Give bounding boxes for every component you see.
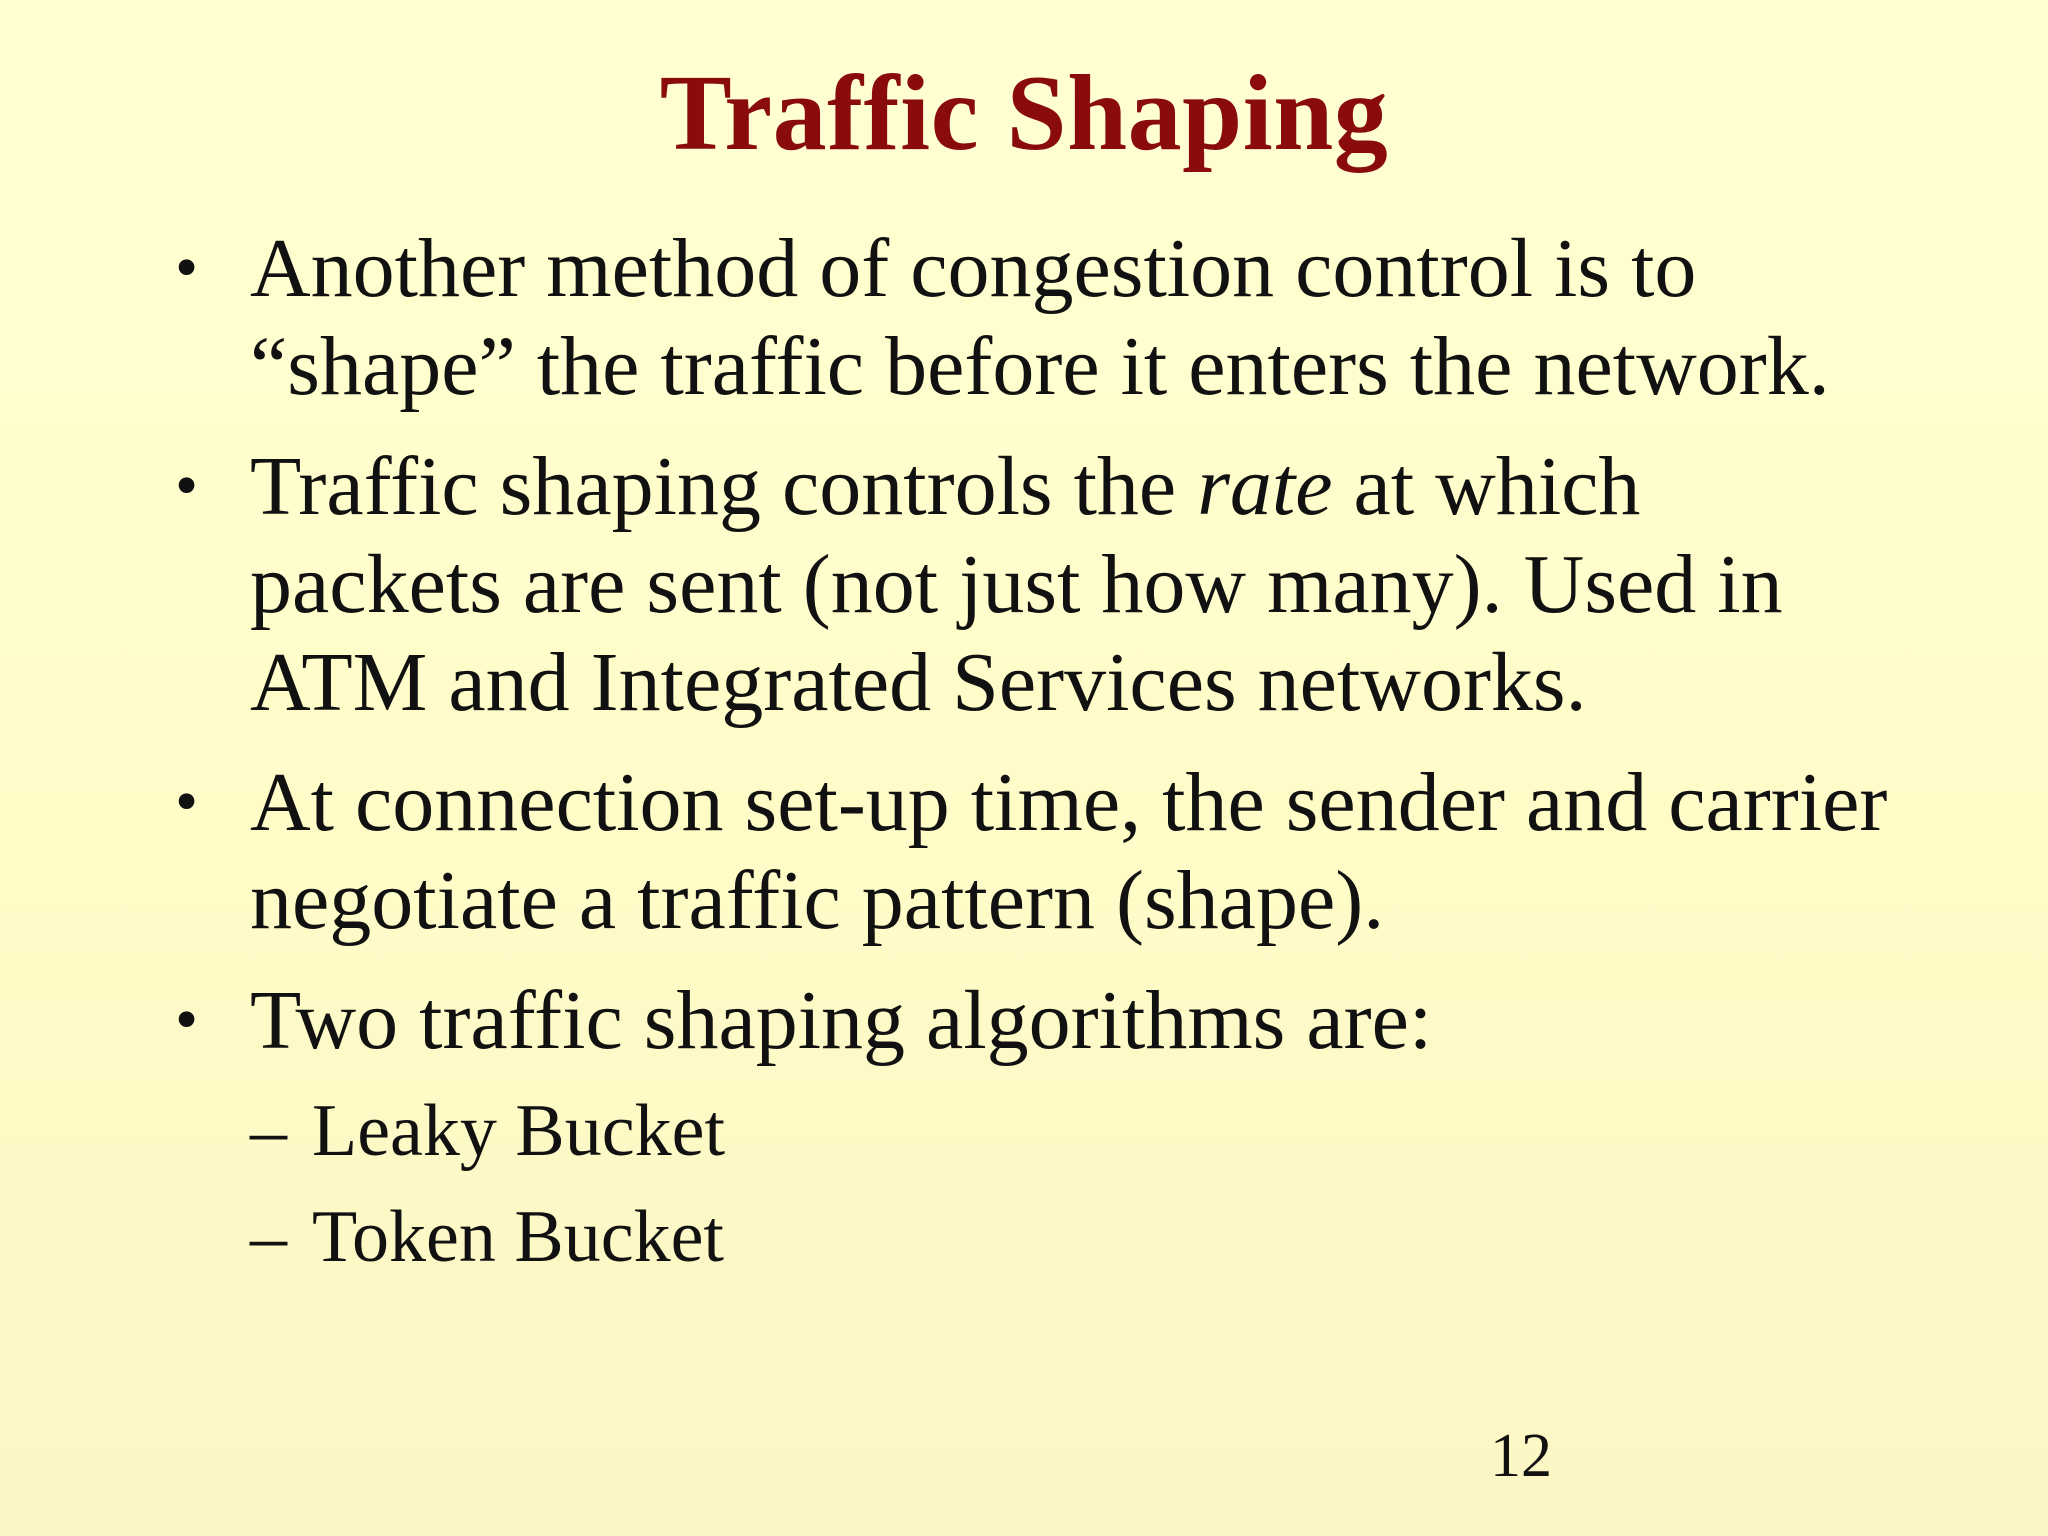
bullet-text: Two traffic shaping algorithms are: <box>250 974 1433 1067</box>
bullet-dot-icon: • <box>175 231 199 304</box>
bullet-item <box>170 438 1890 732</box>
bullet-list <box>170 220 1890 1312</box>
bullet-text: At connection set-up time, the sender and carrier negotiate a traffic pattern (shape). <box>250 756 1888 947</box>
sub-bullet-item <box>250 1078 1890 1184</box>
sub-bullet-text: Leaky Bucket <box>312 1090 725 1172</box>
sub-bullet-item <box>250 1184 1890 1290</box>
emphasis-text: rate <box>1197 440 1333 533</box>
bullet-item <box>170 754 1890 950</box>
dash-icon: – <box>250 1090 287 1172</box>
sub-bullet-list <box>250 1078 1890 1290</box>
bullet-text-part: Traffic shaping controls the <box>250 440 1198 533</box>
bullet-dot-icon: • <box>175 449 199 522</box>
bullet-dot-icon: • <box>175 765 199 838</box>
bullet-item <box>170 220 1890 416</box>
slide-title: Traffic Shaping <box>659 54 1389 173</box>
bullet-text: Another method of congestion control is to “shape” the traffic before it enters the network. <box>250 222 1830 413</box>
page-number: 12 <box>1490 1422 1552 1490</box>
bullet-text-part: at which packets are sent (not just how many). Used in ATM and Integrated Services networks. <box>250 440 1783 729</box>
bullet-text <box>250 438 1890 732</box>
bullet-dot-icon: • <box>175 983 199 1056</box>
bullet-item <box>170 972 1890 1290</box>
sub-bullet-text: Token Bucket <box>312 1196 724 1278</box>
dash-icon: – <box>250 1196 287 1278</box>
